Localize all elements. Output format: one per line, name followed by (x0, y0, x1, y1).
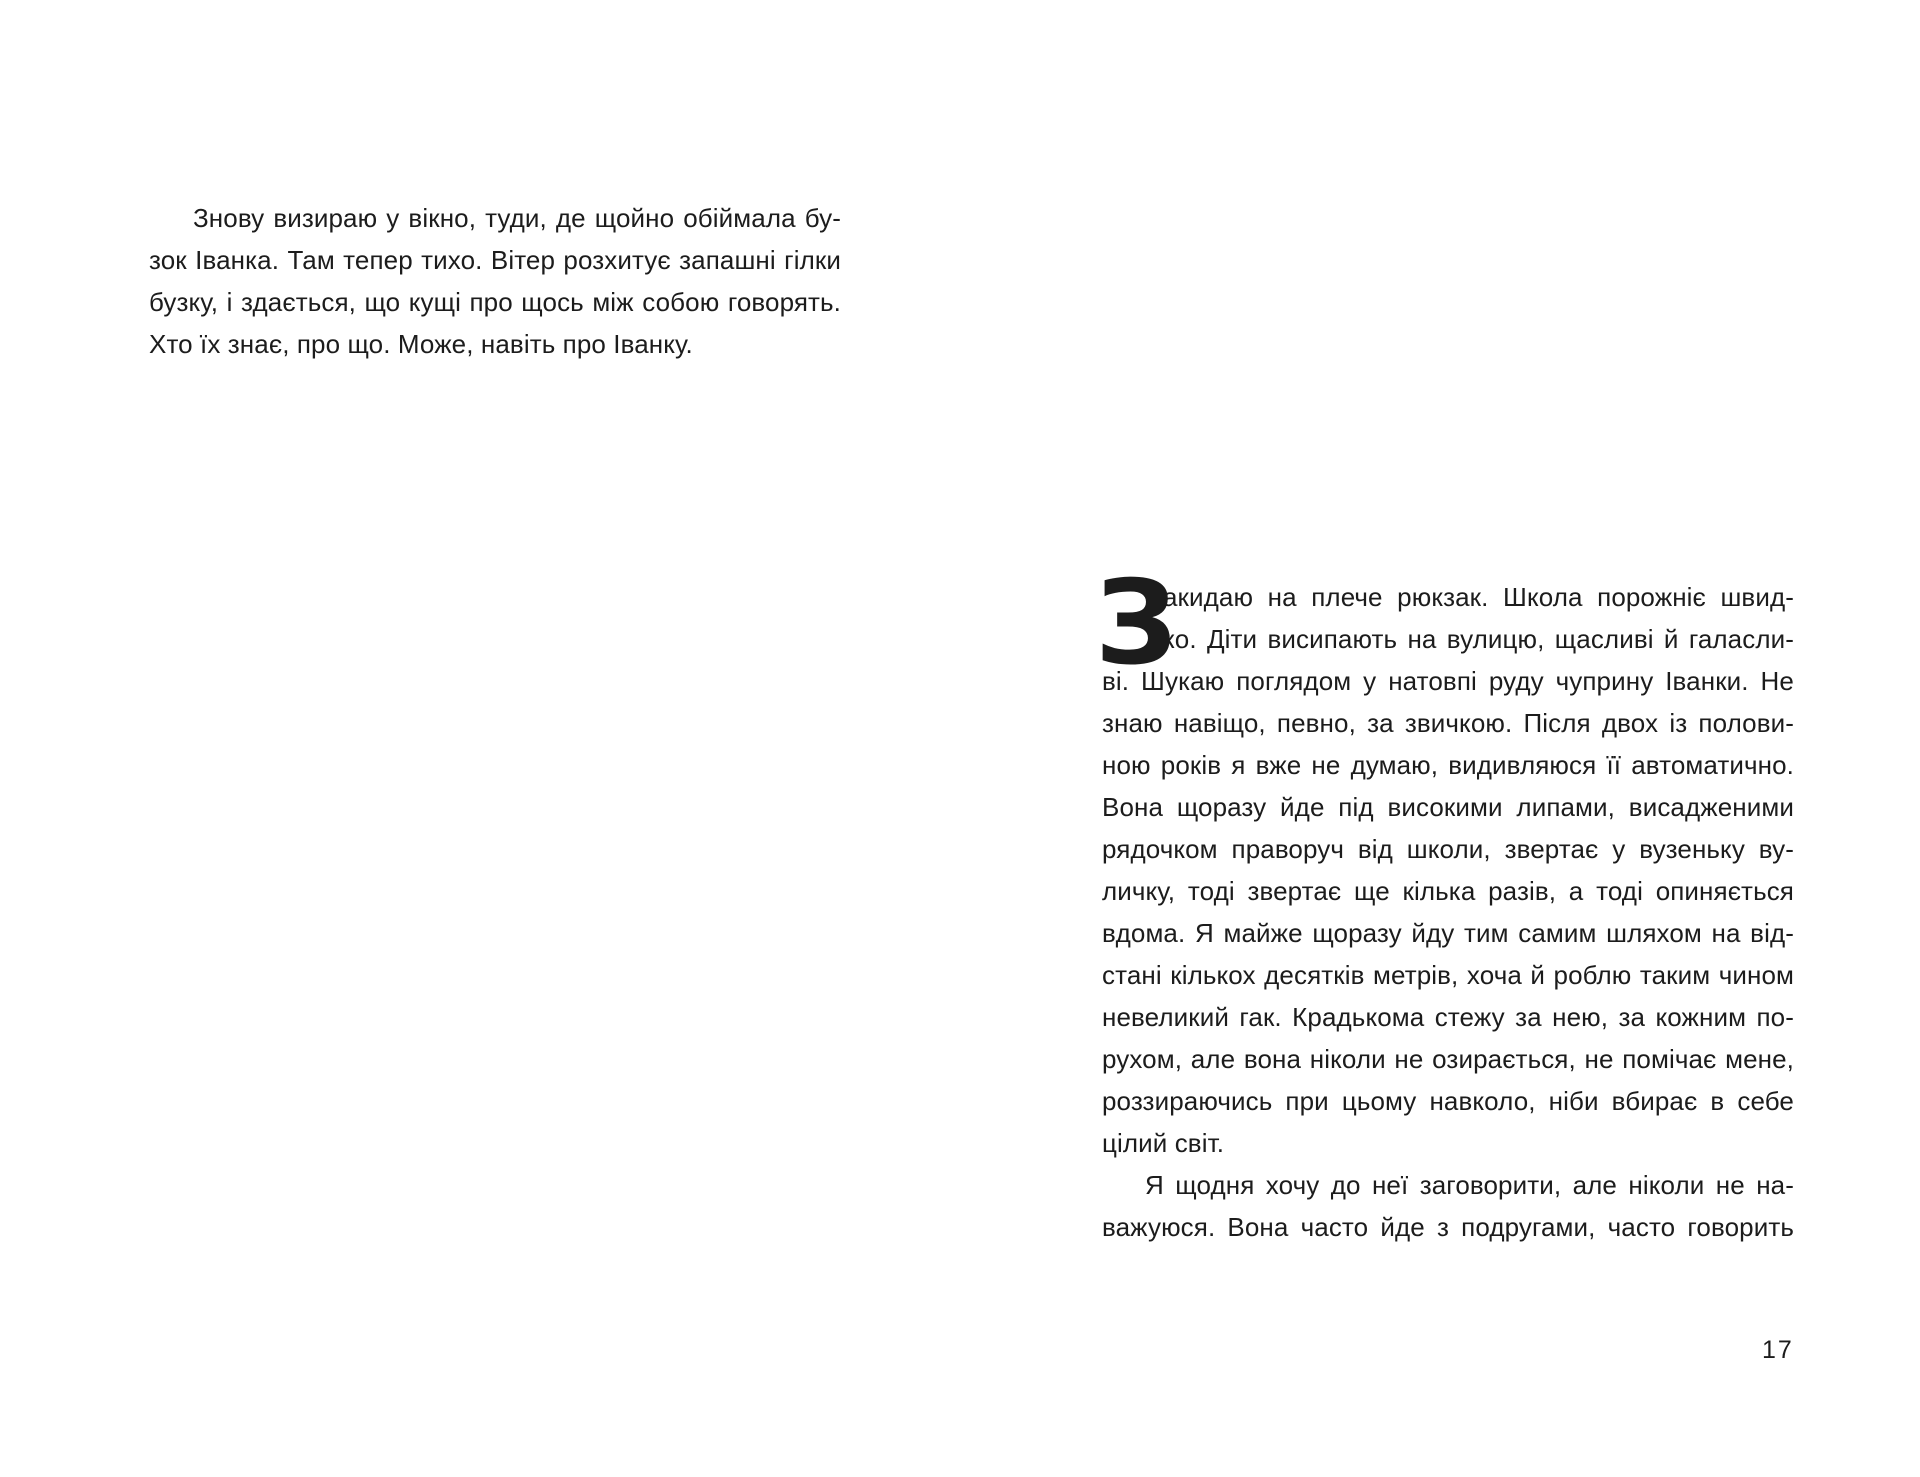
right-page (960, 0, 1920, 1477)
text-line: ко. Діти висипають на вулицю, щасливі й галасли- (1163, 624, 1794, 654)
page-number: 17 (1762, 1336, 1794, 1364)
text-line: ною років я вже не думаю, видивляюся її автоматично. (1102, 750, 1794, 780)
text-line: важуюся. Вона часто йде з подругами, часто говорить (1102, 1212, 1794, 1242)
drop-cap: З (1095, 556, 1178, 691)
text-line: стані кількох десятків метрів, хоча й роблю таким чином (1102, 960, 1794, 990)
text-line: зок Іванка. Там тепер тихо. Вітер розхитує запашні гілки (149, 245, 841, 275)
text-line: невеликий гак. Крадькома стежу за нею, за кожним по- (1102, 1002, 1794, 1032)
text-line: ві. Шукаю поглядом у натовпі руду чуприну Іванки. Не (1102, 666, 1794, 696)
text-line: Я щодня хочу до неї заговорити, але ніколи не на- (1145, 1170, 1794, 1200)
text-line: Вона щоразу йде під високими липами, висадженими (1102, 792, 1794, 822)
text-line: акидаю на плече рюкзак. Школа порожніє швид- (1163, 582, 1794, 612)
text-line: Хто їх знає, про що. Може, навіть про Іванку. (149, 329, 693, 359)
text-line: личку, тоді звертає ще кілька разів, а тоді опиняється (1102, 876, 1794, 906)
text-line: Знову визираю у вікно, туди, де щойно обіймала бу- (193, 203, 841, 233)
text-line: роззираючись при цьому навколо, ніби вбирає в себе (1102, 1086, 1794, 1116)
text-line: бузку, і здається, що кущі про щось між собою говорять. (149, 287, 841, 317)
text-line: цілий світ. (1102, 1128, 1225, 1158)
text-line: рядочком праворуч від школи, звертає у вузеньку ву- (1102, 834, 1794, 864)
text-line: рухом, але вона ніколи не озирається, не помічає мене, (1102, 1044, 1794, 1074)
text-line: знаю навіщо, певно, за звичкою. Після двох із полови- (1102, 708, 1794, 738)
text-line: вдома. Я майже щоразу йду тим самим шляхом на від- (1102, 918, 1794, 948)
